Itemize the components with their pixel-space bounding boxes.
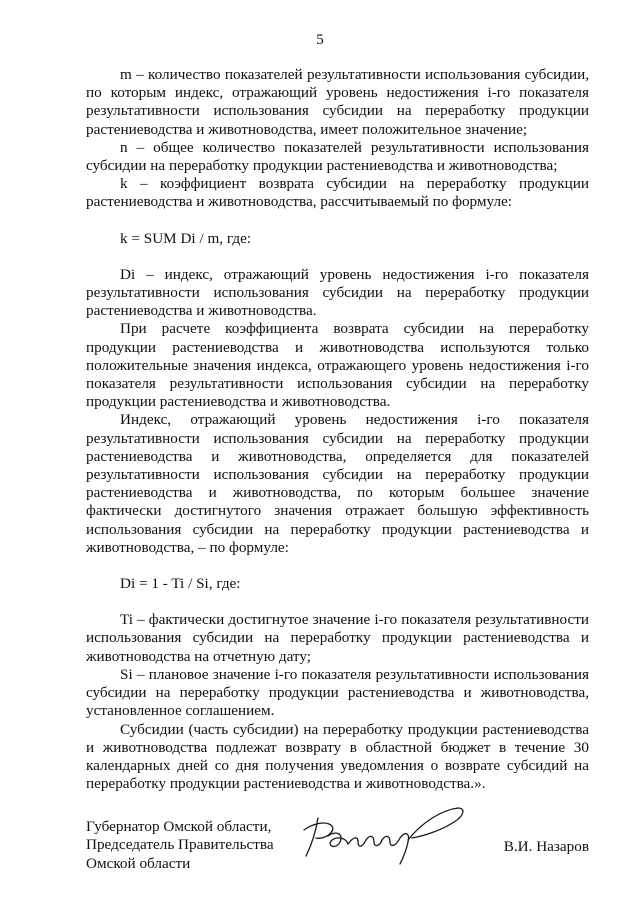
- document-body: [86, 66, 589, 793]
- page-number: 5: [316, 32, 324, 48]
- paragraph-index-calculation: Индекс, отражающий уровень недостижения i-го показателя результативности использования субсидии на переработку продукции растениеводства и животноводства, определяется для показателей результативности использования субсидии на переработку продукции растениеводства и животноводства, по которым большее значение фактически достигнутого значения отражает большую эффективность использования субсидии на переработку продукции растениеводства и животноводства, – по формуле:: [86, 411, 589, 556]
- paragraph-refund: Субсидии (часть субсидии) на переработку продукции растениеводства и животноводства подлежат возврату в областной бюджет в течение 30 календарных дней со дня получения уведомления о возврате субсидий на переработку продукции растениеводства и животноводства.».: [86, 720, 589, 793]
- formula-di: Di = 1 - Ti / Si, где:: [120, 575, 241, 593]
- signatory-position-line2: Председатель Правительства: [86, 836, 274, 854]
- handwritten-signature: [296, 800, 476, 870]
- paragraph-positive-values: При расчете коэффициента возврата субсидии на переработку продукции растениеводства и животноводства используются только положительные значения индекса, отражающего уровень недостижения i-го показателя результативности использования субсидии на переработку продукции растениеводства и животноводства.: [86, 320, 589, 411]
- paragraph-k-definition: k – коэффициент возврата субсидии на переработку продукции растениеводства и животноводства, рассчитываемый по формуле:: [86, 175, 589, 211]
- signatory-position-line1: Губернатор Омской области,: [86, 818, 272, 835]
- formula-k: k = SUM Di / m, где:: [120, 229, 252, 247]
- paragraph-si-definition: Si – плановое значение i-го показателя результативности использования субсидии на переработку продукции растениеводства и животноводства, установленное соглашением.: [86, 665, 589, 720]
- paragraph-di-definition: Di – индекс, отражающий уровень недостижения i-го показателя результативности использования субсидии на переработку продукции растениеводства и животноводства.: [86, 265, 589, 320]
- paragraph-m-definition: m – количество показателей результативности использования субсидии, по которым индекс, отражающий уровень недостижения i-го показателя результативности использования субсидии на переработку продукции растениеводства и животноводства, имеет положительное значение;: [86, 66, 589, 138]
- paragraph-n-definition: n – общее количество показателей результативности использования субсидии на переработку продукции растениеводства и животноводства;: [86, 138, 589, 175]
- signatory-position-line3: Омской области: [86, 854, 191, 872]
- paragraph-ti-definition: Ti – фактически достигнутое значение i-го показателя результативности использования субсидии на переработку продукции растениеводства и животноводства на отчетную дату;: [86, 611, 589, 665]
- signatory-name: В.И. Назаров: [503, 838, 589, 855]
